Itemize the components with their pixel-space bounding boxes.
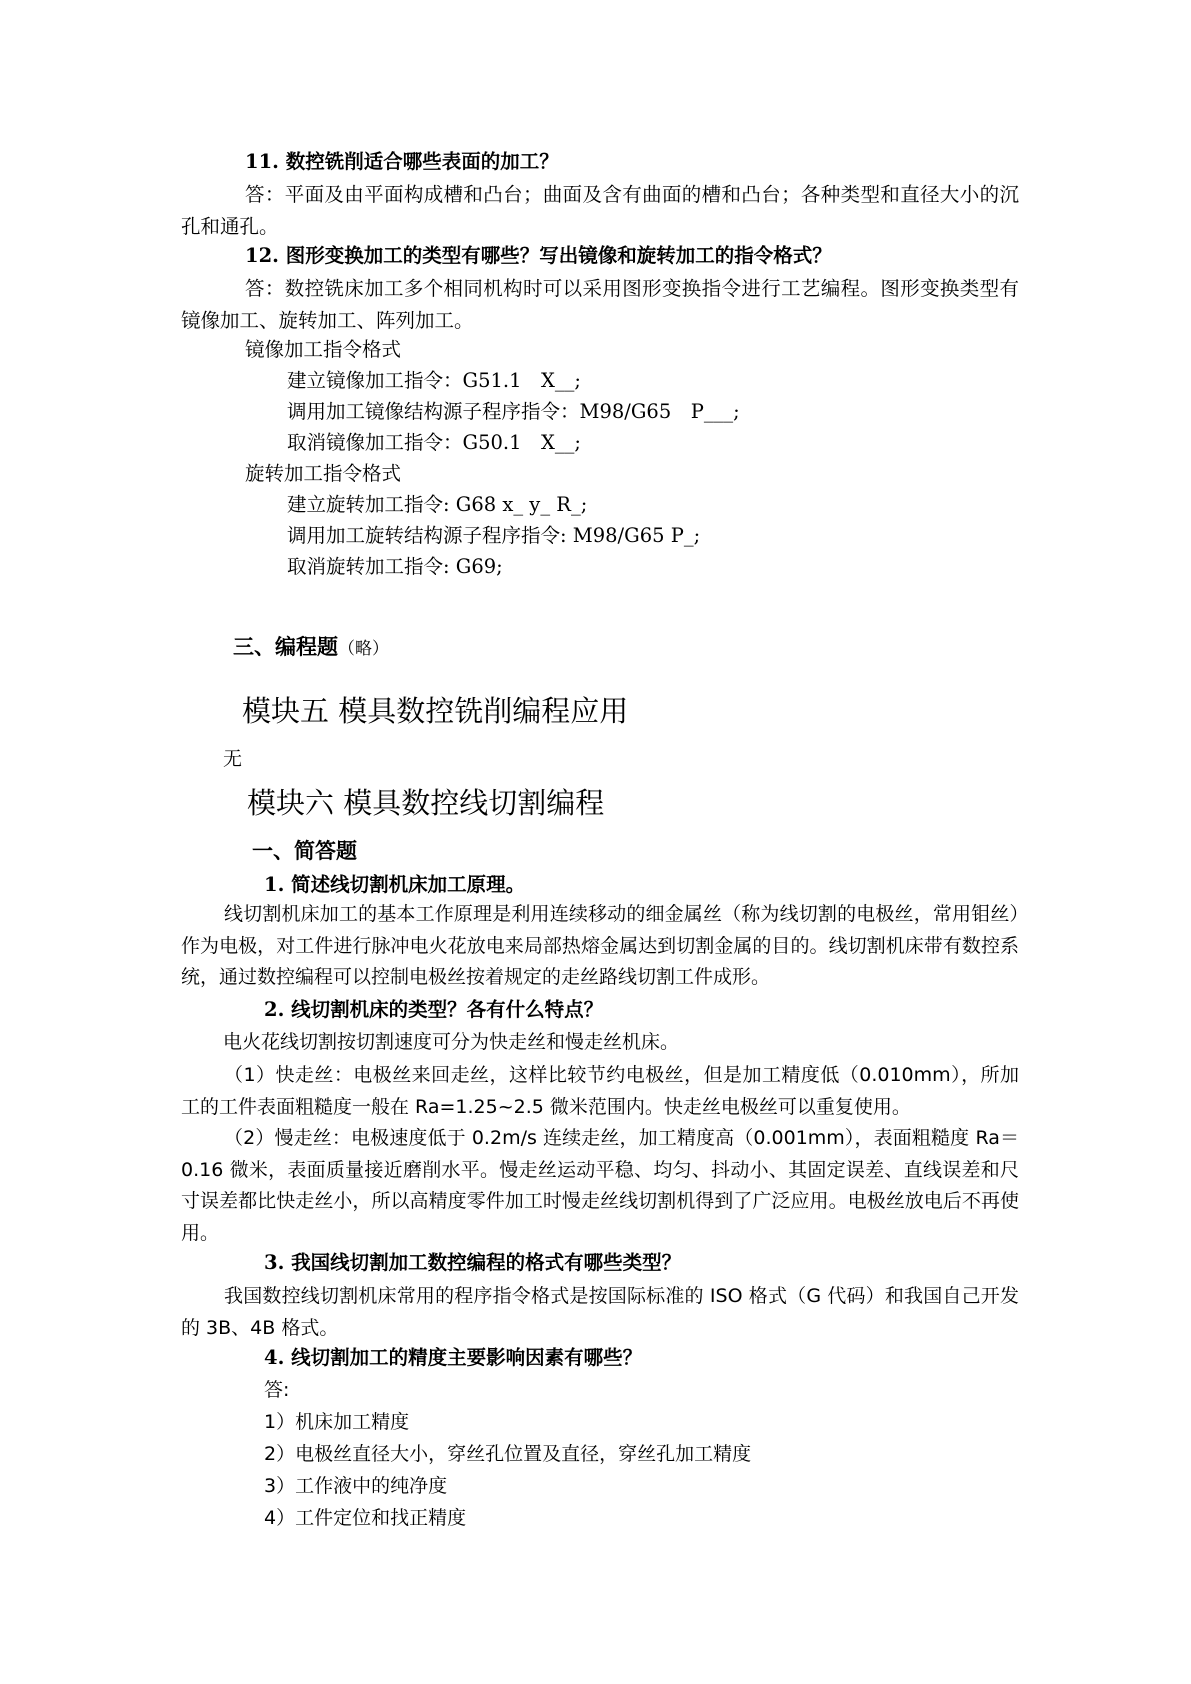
m6-q2-title: 2. 线切割机床的类型？各有什么特点？ (264, 998, 604, 1021)
rotate-item: 调用加工旋转结构源子程序指令: M98/G65 P_; (287, 524, 701, 547)
mirror-item: 建立镜像加工指令：G51.1 X__; (287, 369, 581, 392)
m6-q4-item: 3）工作液中的纯净度 (264, 1475, 448, 1497)
module5-content: 无 (223, 748, 243, 770)
m6-q2-p2: （2）慢走丝：电极速度低于 0.2m/s 连续走丝，加工精度高（0.001mm），表面粗糙度 Ra＝0.16 微米，表面质量接近磨削水平。慢走丝运动平稳、均匀、抖动小、其固定误差、直线误差和尺寸误差都比快走丝小，所以高精度零件加工时慢走丝线切割机得到了广泛应用。电极丝放电后不再使用。 (181, 1127, 1019, 1244)
rotate-heading: 旋转加工指令格式 (245, 462, 402, 485)
module5-title: 模块五 模具数控铣削编程应用 (242, 694, 629, 728)
m6-q2-p1: （1）快走丝：电极丝来回走丝，这样比较节约电极丝，但是加工精度低（0.010mm），所加工的工件表面粗糙度一般在 Ra=1.25~2.5 微米范围内。快走丝电极丝可以重复使用。 (181, 1064, 1019, 1118)
module6-section-title: 一、简答题 (252, 838, 357, 863)
m6-q2-intro: 电火花线切割按切割速度可分为快走丝和慢走丝机床。 (223, 1031, 680, 1053)
m6-q4-item: 2）电极丝直径大小，穿丝孔位置及直径，穿丝孔加工精度 (264, 1443, 752, 1465)
mirror-item: 调用加工镜像结构源子程序指令：M98/G65 P___; (287, 400, 740, 423)
m6-q1-title: 1. 简述线切割机床加工原理。 (264, 873, 526, 896)
q12-answer: 答：数控铣床加工多个相同机构时可以采用图形变换指令进行工艺编程。图形变换类型有镜像加工、旋转加工、阵列加工。 (181, 277, 1019, 332)
mirror-item: 取消镜像加工指令：G50.1 X__; (287, 431, 581, 454)
m6-q4-item: 1）机床加工精度 (264, 1411, 410, 1433)
section3-title (233, 633, 389, 663)
m6-q1-answer: 线切割机床加工的基本工作原理是利用连续移动的细金属丝（称为线切割的电极丝，常用钼丝）作为电极，对工件进行脉冲电火花放电来局部热熔金属达到切割金属的目的。线切割机床带有数控系统，通过数控编程可以控制电极丝按着规定的走丝路线切割工件成形。 (181, 903, 1019, 988)
section3-note: （略） (338, 639, 389, 659)
rotate-item: 取消旋转加工指令: G69; (287, 555, 503, 578)
module6-title: 模块六 模具数控线切割编程 (247, 786, 605, 820)
q12-title: 12. 图形变换加工的类型有哪些？写出镜像和旋转加工的指令格式？ (245, 244, 832, 267)
q11-title: 11. 数控铣削适合哪些表面的加工？ (245, 150, 559, 173)
m6-q4-answer-label: 答: (264, 1379, 290, 1401)
q11-answer: 答：平面及由平面构成槽和凸台；曲面及含有曲面的槽和凸台；各种类型和直径大小的沉孔和通孔。 (181, 183, 1019, 238)
rotate-item: 建立旋转加工指令: G68 x_ y_ R_; (287, 493, 588, 516)
m6-q4-item: 4）工件定位和找正精度 (264, 1507, 467, 1529)
m6-q4-title: 4. 线切割加工的精度主要影响因素有哪些？ (264, 1346, 643, 1369)
m6-q3-title: 3. 我国线切割加工数控编程的格式有哪些类型？ (264, 1251, 682, 1274)
mirror-heading: 镜像加工指令格式 (245, 338, 402, 361)
m6-q3-answer: 我国数控线切割机床常用的程序指令格式是按国际标准的 ISO 格式（G 代码）和我国自己开发的 3B、4B 格式。 (181, 1285, 1019, 1339)
section3-title-text: 三、编程题 (233, 634, 338, 659)
